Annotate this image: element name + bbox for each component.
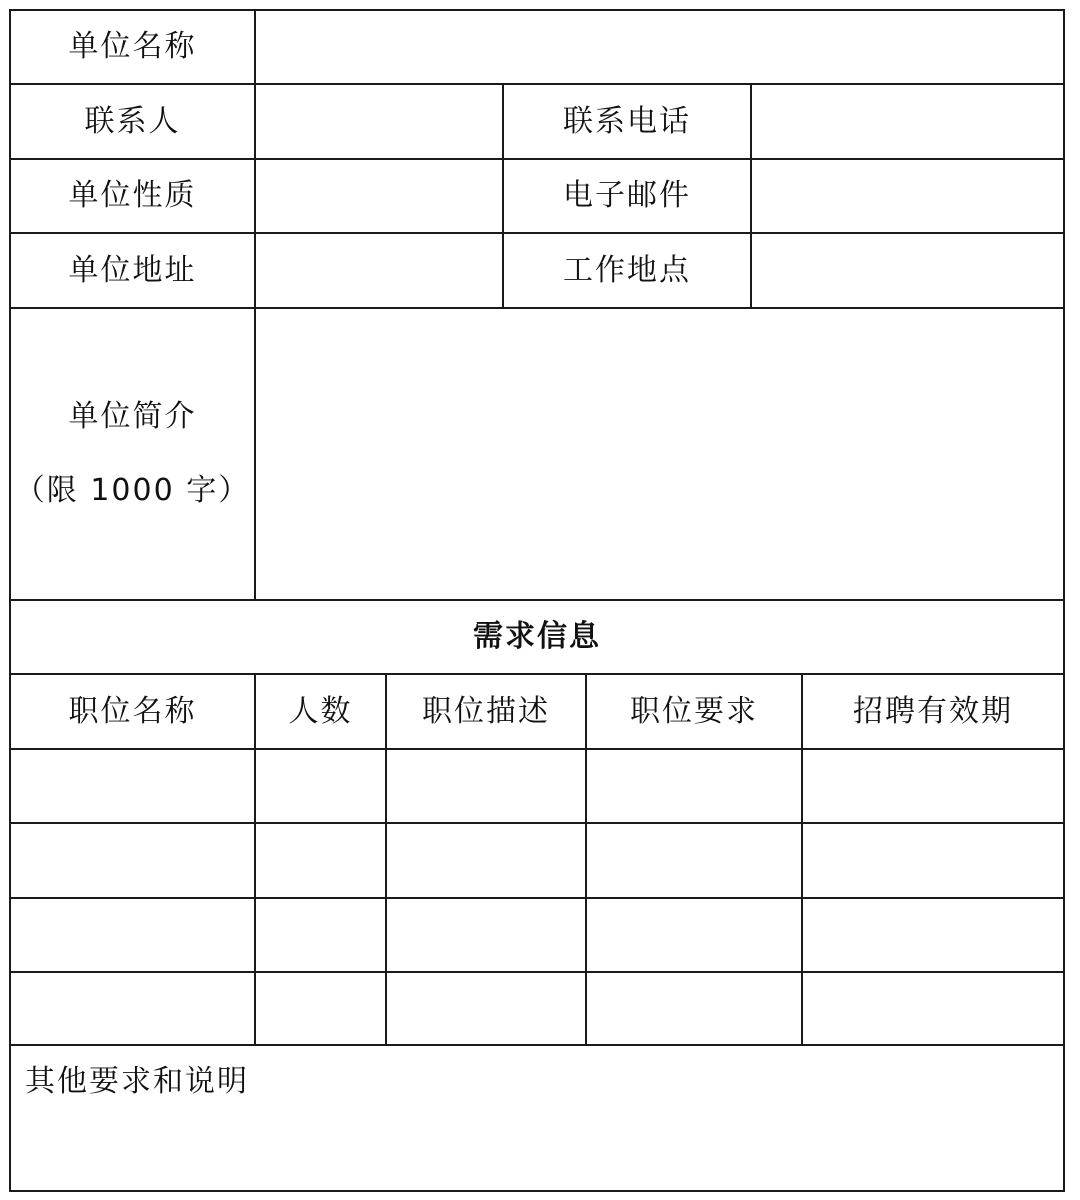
demand-cell-position-name[interactable] <box>11 973 254 1044</box>
demand-cell-position-description[interactable] <box>387 750 585 822</box>
label-other-notes: 其他要求和说明 <box>25 1064 249 1099</box>
label-contact-phone: 联系电话 <box>563 103 691 139</box>
demand-cell-validity-period[interactable] <box>803 899 1063 971</box>
unit-intro-limit: （限 1000 字） <box>14 473 251 508</box>
label-email: 电子邮件 <box>563 178 691 213</box>
demand-cell-position-description[interactable] <box>387 824 585 897</box>
other-notes-field[interactable] <box>11 1046 1063 1190</box>
demand-cell-position-name[interactable] <box>11 824 254 897</box>
col-header-position-requirements: 职位要求 <box>630 693 758 729</box>
demand-cell-position-requirements[interactable] <box>587 750 801 822</box>
col-header-position-description: 职位描述 <box>422 693 550 729</box>
unit-name-field[interactable] <box>256 11 1063 83</box>
label-contact-person: 联系人 <box>84 103 181 139</box>
demand-cell-position-name[interactable] <box>11 750 254 822</box>
label-unit-intro <box>11 309 254 599</box>
demand-cell-headcount[interactable] <box>256 750 385 822</box>
demand-cell-position-description[interactable] <box>387 973 585 1044</box>
demand-cell-position-requirements[interactable] <box>587 899 801 971</box>
label-unit-address: 单位地址 <box>68 252 197 288</box>
demand-cell-validity-period[interactable] <box>803 824 1063 897</box>
unit-intro-field[interactable] <box>256 309 1063 599</box>
recruitment-form <box>9 9 1065 1192</box>
col-header-validity-period: 招聘有效期 <box>853 693 1013 729</box>
unit-address-field[interactable] <box>256 234 502 307</box>
demand-cell-position-requirements[interactable] <box>587 824 801 897</box>
demand-cell-position-description[interactable] <box>387 899 585 971</box>
demand-cell-validity-period[interactable] <box>803 973 1063 1044</box>
unit-intro-title: 单位简介 <box>68 399 197 434</box>
col-header-headcount: 人数 <box>288 693 353 729</box>
contact-phone-field[interactable] <box>752 85 1063 158</box>
contact-person-field[interactable] <box>256 85 502 158</box>
demand-cell-position-name[interactable] <box>11 899 254 971</box>
label-unit-name: 单位名称 <box>68 29 197 64</box>
label-unit-type: 单位性质 <box>68 178 197 213</box>
demand-cell-headcount[interactable] <box>256 824 385 897</box>
demand-section-title: 需求信息 <box>473 619 601 654</box>
demand-cell-position-requirements[interactable] <box>587 973 801 1044</box>
unit-type-field[interactable] <box>256 160 502 232</box>
label-work-location: 工作地点 <box>563 252 691 288</box>
demand-cell-headcount[interactable] <box>256 973 385 1044</box>
demand-cell-validity-period[interactable] <box>803 750 1063 822</box>
col-header-position-name: 职位名称 <box>68 693 197 729</box>
work-location-field[interactable] <box>752 234 1063 307</box>
email-field[interactable] <box>752 160 1063 232</box>
demand-cell-headcount[interactable] <box>256 899 385 971</box>
